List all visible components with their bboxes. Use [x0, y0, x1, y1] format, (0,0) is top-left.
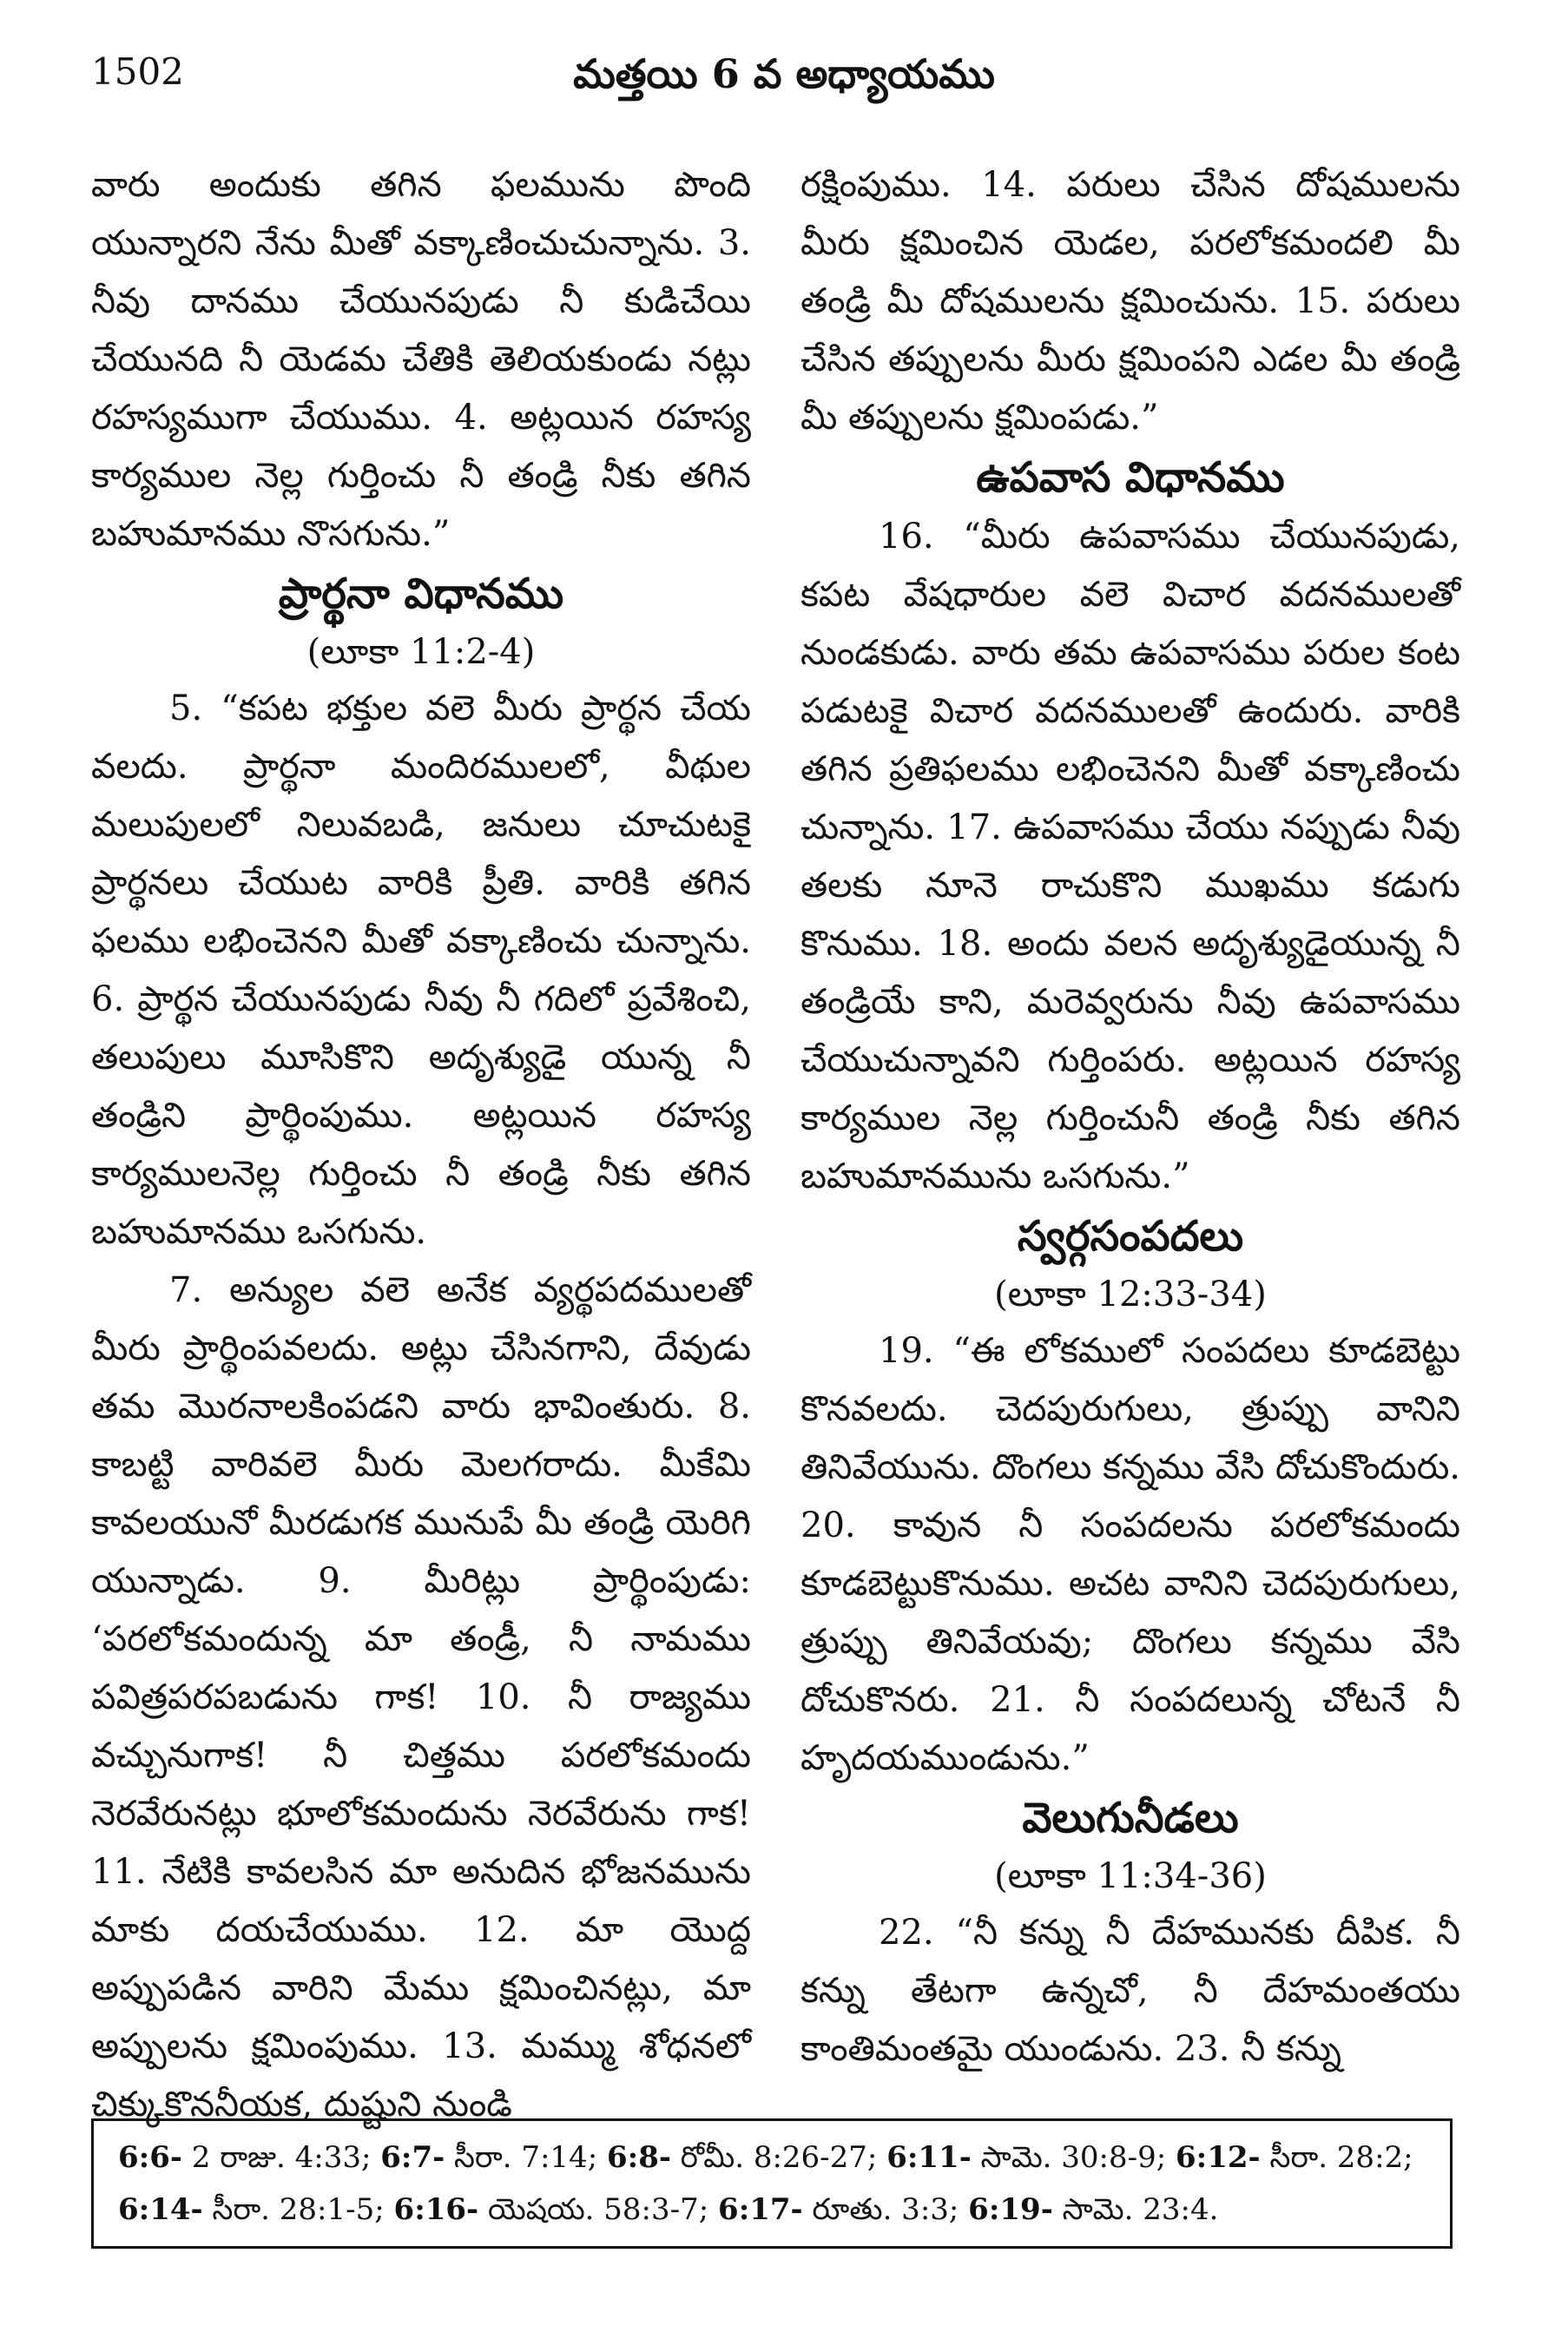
- section-heading: స్వర్గసంపదలు: [1017, 1212, 1244, 1261]
- footnote-text: సీరా. 28:1-5;: [202, 2192, 394, 2227]
- right-column: [800, 156, 1460, 2079]
- footnote-item: [380, 2140, 607, 2175]
- verse-paragraph: వారు అందుకు తగిన ఫలమును పొంది యున్నారని నేను మీతో వక్కాణించుచున్నాను. 3. నీవు దానము చేయునపుడు నీ కుడిచేయి చేయునది నీ యెడమ చేతికి తెలియకుండు నట్లు రహస్యముగా చేయుము. 4. అట్లయిన రహస్య కార్యముల నెల్ల గుర్తించు నీ తండ్రి నీకు తగిన బహుమానము నొసగును.”: [91, 165, 751, 554]
- footnote-text: సీరా. 7:14;: [445, 2140, 607, 2175]
- section-heading: ఉపవాస విధానము: [976, 453, 1285, 502]
- footnote-ref: 6:19-: [968, 2192, 1053, 2227]
- footnote-item: [968, 2192, 1218, 2227]
- footnote-text: సీరా. 28:2;: [1260, 2140, 1413, 2175]
- verse-paragraph: 7. అన్యుల వలె అనేక వ్యర్థపదములతో మీరు ప్రార్థింపవలదు. అట్లు చేసినగాని, దేవుడు తమ మొరనాలకింపడని వారు భావింతురు. 8. కాబట్టి వారివలె మీరు మెలగరాదు. మీకేమి కావలయునో మీరడుగక మునుపే మీ తండ్రి యెరిగి యున్నాడు. 9. మీరిట్లు ప్రార్థింపుడు: ‘పరలోకమందున్న మా తండ్రీ, నీ నామము పవిత్రపరపబడును గాక! 10. నీ రాజ్యము వచ్చునుగాక! నీ చిత్తము పరలోకమందు నెరవేరునట్లు భూలోకమందును నెరవేరును గాక! 11. నేటికి కావలసిన మా అనుదిన భోజనమును మాకు దయచేయుము. 12. మా యొద్ద అప్పుపడిన వారిని మేము క్షమించినట్లు, మా అప్పులను క్షమింపుము. 13. మమ్ము శోధనలో చిక్కుకొననీయక, దుష్టుని నుండి: [91, 1270, 751, 2125]
- verse-paragraph: రక్షింపుము. 14. పరులు చేసిన దోషములను మీరు క్షమించిన యెడల, పరలోకమందలి మీ తండ్రి మీ దోషములను క్షమించును. 15. పరులు చేసిన తప్పులను మీరు క్షమింపని ఎడల మీ తండ్రి మీ తప్పులను క్షమింపడు.”: [800, 165, 1460, 438]
- page-number: 1502: [91, 50, 184, 93]
- footnote-item: [1176, 2140, 1413, 2175]
- footnote-item: [118, 2192, 394, 2227]
- footnote-item: [394, 2192, 719, 2227]
- footnote-ref: 6:14-: [118, 2192, 203, 2227]
- footnote-item: [118, 2140, 380, 2175]
- verse-paragraph: 19. “ఈ లోకములో సంపదలు కూడబెట్టు కొనవలదు. చెదపురుగులు, త్రుప్పు వానిని తినివేయును. దొంగలు కన్నము వేసి దోచుకొందురు. 20. కావున నీ సంపదలను పరలోకమందు కూడబెట్టుకొనుము. అచట వానిని చెదపురుగులు, త్రుప్పు తినివేయవు; దొంగలు కన్నము వేసి దోచుకొనరు. 21. నీ సంపదలున్న చోటనే నీ హృదయముండును.”: [800, 1331, 1460, 1778]
- cross-reference: (లూకా 11:34-36): [994, 1856, 1267, 1896]
- running-head: మత్తయి 6 వ అధ్యాయము: [573, 50, 995, 97]
- section-heading: ప్రార్థనా విధానము: [278, 570, 564, 618]
- footnote-ref: 6:16-: [393, 2192, 479, 2227]
- left-column: [91, 156, 751, 2134]
- footnote-ref: 6:11-: [886, 2140, 972, 2175]
- verse-paragraph: 22. “నీ కన్ను నీ దేహమునకు దీపిక. నీ కన్ను తేటగా ఉన్నచో, నీ దేహమంతయు కాంతిమంతమై యుండును. 23. నీ కన్ను: [800, 1913, 1460, 2069]
- section-heading: వెలుగునీడలు: [1022, 1794, 1239, 1842]
- footnote-text: రూతు. 3:3;: [802, 2192, 969, 2227]
- footnote-ref: 6:8-: [606, 2140, 671, 2175]
- cross-reference: (లూకా 11:2-4): [306, 632, 536, 672]
- footnote-text: సామె. 30:8-9;: [971, 2140, 1176, 2175]
- footnote-box: [91, 2118, 1453, 2249]
- footnote-item: [607, 2140, 886, 2175]
- verse-paragraph: 5. “కపట భక్తుల వలె మీరు ప్రార్థన చేయ వలదు. ప్రార్థనా మందిరములలో, వీథుల మలుపులలో నిలువబడి, జనులు చూచుటకై ప్రార్థనలు చేయుట వారికి ప్రీతి. వారికి తగిన ఫలము లభించెనని మీతో వక్కాణించు చున్నాను. 6. ప్రార్థన చేయునపుడు నీవు నీ గదిలో ప్రవేశించి, తలుపులు మూసికొని అదృశ్యుడై యున్న నీ తండ్రిని ప్రార్థింపుము. అట్లయిన రహస్య కార్యములనెల్ల గుర్తించు నీ తండ్రి నీకు తగిన బహుమానము ఒసగును.: [91, 688, 751, 1252]
- cross-reference: (లూకా 12:33-34): [994, 1275, 1267, 1314]
- footnote-item: [718, 2192, 968, 2227]
- footnote-text: సామె. 23:4.: [1052, 2192, 1219, 2227]
- verse-paragraph: 16. “మీరు ఉపవాసము చేయునపుడు, కపట వేషధారుల వలె విచార వదనములతో నుండకుడు. వారు తమ ఉపవాసము పరుల కంట పడుటకై విచార వదనములతో ఉందురు. వారికి తగిన ప్రతిఫలము లభించెనని మీతో వక్కాణించు చున్నాను. 17. ఉపవాసము చేయు నప్పుడు నీవు తలకు నూనె రాచుకొని ముఖము కడుగు కొనుము. 18. అందు వలన అదృశ్యుడైయున్న నీ తండ్రియే కాని, మరెవ్వరును నీవు ఉపవాసము చేయుచున్నావని గుర్తింపరు. అట్లయిన రహస్య కార్యముల నెల్ల గుర్తించునీ తండ్రి నీకు తగిన బహుమానమును ఒసగును.”: [800, 517, 1460, 1196]
- footnote-ref: 6:6-: [118, 2140, 182, 2175]
- footnote-text: యెషయ. 58:3-7;: [478, 2192, 719, 2227]
- footnote-ref: 6:12-: [1176, 2140, 1261, 2175]
- footnote-ref: 6:17-: [718, 2192, 803, 2227]
- footnote-ref: 6:7-: [380, 2140, 445, 2175]
- footnote-text: రోమీ. 8:26-27;: [670, 2140, 887, 2175]
- footnote-item: [886, 2140, 1176, 2175]
- footnote-text: 2 రాజు. 4:33;: [181, 2140, 381, 2175]
